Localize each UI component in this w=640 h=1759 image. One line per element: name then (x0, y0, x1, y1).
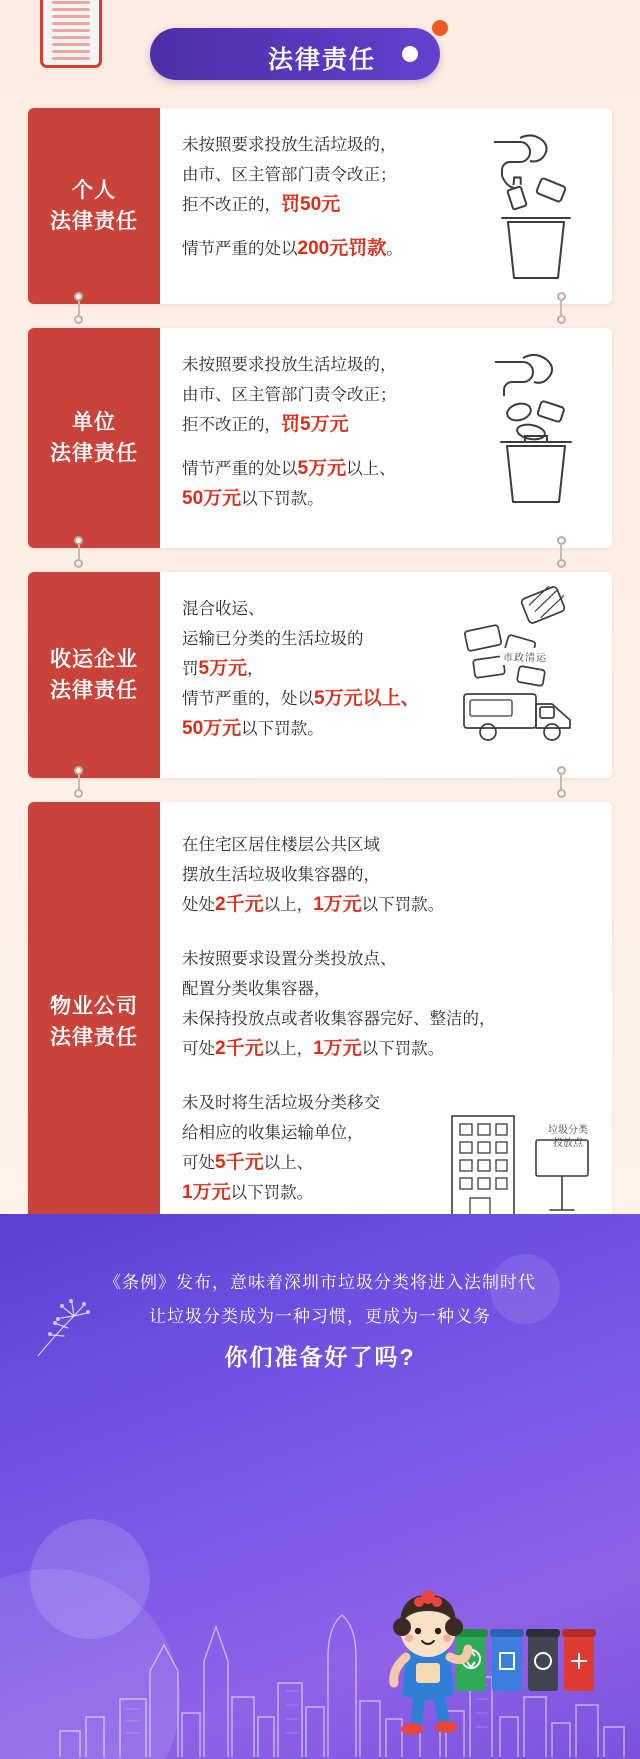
hand-dropping-trash-icon (473, 344, 598, 509)
card-body-property (160, 802, 612, 1242)
collection-point-sign-label (548, 1124, 588, 1150)
connector-node (557, 559, 566, 568)
paragraph (182, 830, 594, 920)
highlight-amount: 2千元 (215, 1038, 264, 1059)
footer-line-2: 让垃圾分类成为一种习惯，更成为一种义务 (149, 1307, 491, 1326)
text-run: 未按照要求投放生活垃圾的， (182, 356, 397, 374)
connector-line (560, 301, 562, 315)
highlight-amount: 50万元 (182, 488, 242, 509)
connector-line (78, 775, 80, 789)
card-label-transport (28, 572, 160, 778)
sign-line-2: 投放点 (553, 1138, 583, 1149)
connector-node (557, 292, 566, 301)
card-label-line-1: 个人 (72, 179, 116, 202)
highlight-amount: 5万元 (198, 658, 248, 679)
text-run: 运输已分类的生活垃圾的 (182, 630, 364, 648)
connector-line (560, 775, 562, 789)
text-run: 罚 (182, 660, 199, 678)
highlight-amount: 罚50元 (281, 194, 341, 215)
connector-node (557, 766, 566, 775)
card-label-organization (28, 328, 160, 548)
connector-node (557, 789, 566, 798)
mascot-girl-icon (372, 1591, 482, 1741)
connector-node (557, 536, 566, 545)
text-run: 情节严重的，处以 (182, 690, 314, 708)
text-run: 以下罚款。 (241, 720, 324, 738)
text-run: 以上、 (263, 1154, 314, 1172)
highlight-amount: 50万元 (182, 718, 242, 739)
connector-line (78, 301, 80, 315)
text-run: 以上， (263, 896, 314, 914)
text-run: 以下罚款。 (361, 1040, 445, 1058)
highlight-amount: 罚5万元 (281, 414, 349, 435)
text-run: 由市、区主管部门责令改正； (182, 386, 397, 404)
card-label-line-1: 物业公司 (50, 995, 138, 1018)
highlight-amount: 1万元 (313, 1038, 362, 1059)
dandelion-icon (28, 1276, 118, 1366)
connector-line (78, 545, 80, 559)
page-title: 法律责任 (268, 46, 377, 74)
clipboard-lines (52, 1, 90, 56)
text-run: 可处 (182, 1040, 215, 1058)
card-label-line-2: 法律责任 (50, 210, 138, 233)
card-transport-enterprise-liability (28, 572, 612, 778)
connector-node (557, 315, 566, 324)
card-label-personal (28, 108, 160, 304)
highlight-amount: 2千元 (215, 894, 264, 915)
highlight-amount: 5万元 (297, 458, 347, 479)
decor-dot-orange (432, 20, 448, 36)
text-run: ， (247, 660, 264, 678)
liability-card-list (0, 108, 640, 1242)
sign-line-1: 垃圾分类 (548, 1125, 588, 1136)
text-run: 配置分类收集容器， (182, 980, 331, 998)
footer-banner (0, 1214, 640, 1759)
text-run: 情节严重的处以 (182, 240, 298, 258)
text-run: 混合收运、 (182, 600, 265, 618)
card-label-line-1: 收运企业 (50, 648, 138, 671)
text-run: 未及时将生活垃圾分类移交 (182, 1094, 380, 1112)
footer-line-1: 《条例》发布，意味着深圳市垃圾分类将进入法制时代 (104, 1273, 536, 1292)
building-collection-point-icon (444, 1100, 604, 1230)
connector-node (74, 315, 83, 324)
connector-node (74, 292, 83, 301)
card-label-line-2: 法律责任 (50, 442, 138, 465)
text-run: 。 (386, 240, 403, 258)
text-run: 以下罚款。 (241, 490, 324, 508)
card-personal-liability (28, 108, 612, 304)
garbage-truck-icon (448, 586, 608, 746)
truck-label: 市政清运 (500, 648, 550, 665)
highlight-amount: 5万元以上、 (314, 688, 420, 709)
text-run: 拒不改正的， (182, 196, 281, 214)
card-property-company-liability (28, 802, 612, 1242)
text-run: 以下罚款。 (361, 896, 445, 914)
card-label-property (28, 802, 160, 1242)
card-organization-liability (28, 328, 612, 548)
text-run: 可处 (182, 1154, 215, 1172)
text-run: 拒不改正的， (182, 416, 281, 434)
text-run: 未按照要求投放生活垃圾的， (182, 136, 397, 154)
text-run: 以下罚款。 (230, 1184, 314, 1202)
text-run: 处处 (182, 896, 215, 914)
connector-node (74, 789, 83, 798)
highlight-amount: 5千元 (215, 1152, 264, 1173)
text-run: 给相应的收集运输单位， (182, 1124, 364, 1142)
card-label-line-2: 法律责任 (50, 1026, 138, 1049)
card-body-transport (160, 572, 612, 778)
highlight-amount: 200元罚款 (297, 238, 387, 259)
text-run: 以上， (263, 1040, 314, 1058)
text-run: 以上、 (346, 460, 396, 478)
text-run: 由市、区主管部门责令改正； (182, 166, 397, 184)
hand-dropping-trash-icon (476, 126, 596, 286)
card-body-personal (160, 108, 612, 304)
decor-dot-white (402, 46, 418, 62)
text-run: 情节严重的处以 (182, 460, 298, 478)
highlight-amount: 1万元 (313, 894, 362, 915)
connector-line (560, 545, 562, 559)
connector-node (74, 536, 83, 545)
text-run: 摆放生活垃圾收集容器的， (182, 866, 380, 884)
text-run: 未按照要求设置分类投放点、 (182, 950, 397, 968)
page-header (0, 0, 640, 108)
footer-line-3: 你们准备好了吗? (224, 1344, 416, 1370)
title-banner (150, 28, 440, 80)
connector-node (74, 766, 83, 775)
highlight-amount: 1万元 (182, 1182, 231, 1203)
text-run: 未保持投放点或者收集容器完好、整洁的， (182, 1010, 496, 1028)
text-run: 在住宅区居住楼层公共区域 (182, 836, 380, 854)
paragraph (182, 944, 594, 1064)
connector-node (74, 559, 83, 568)
clipboard-icon (40, 0, 102, 68)
card-body-organization (160, 328, 612, 548)
card-label-line-1: 单位 (72, 411, 116, 434)
card-label-line-2: 法律责任 (50, 679, 138, 702)
